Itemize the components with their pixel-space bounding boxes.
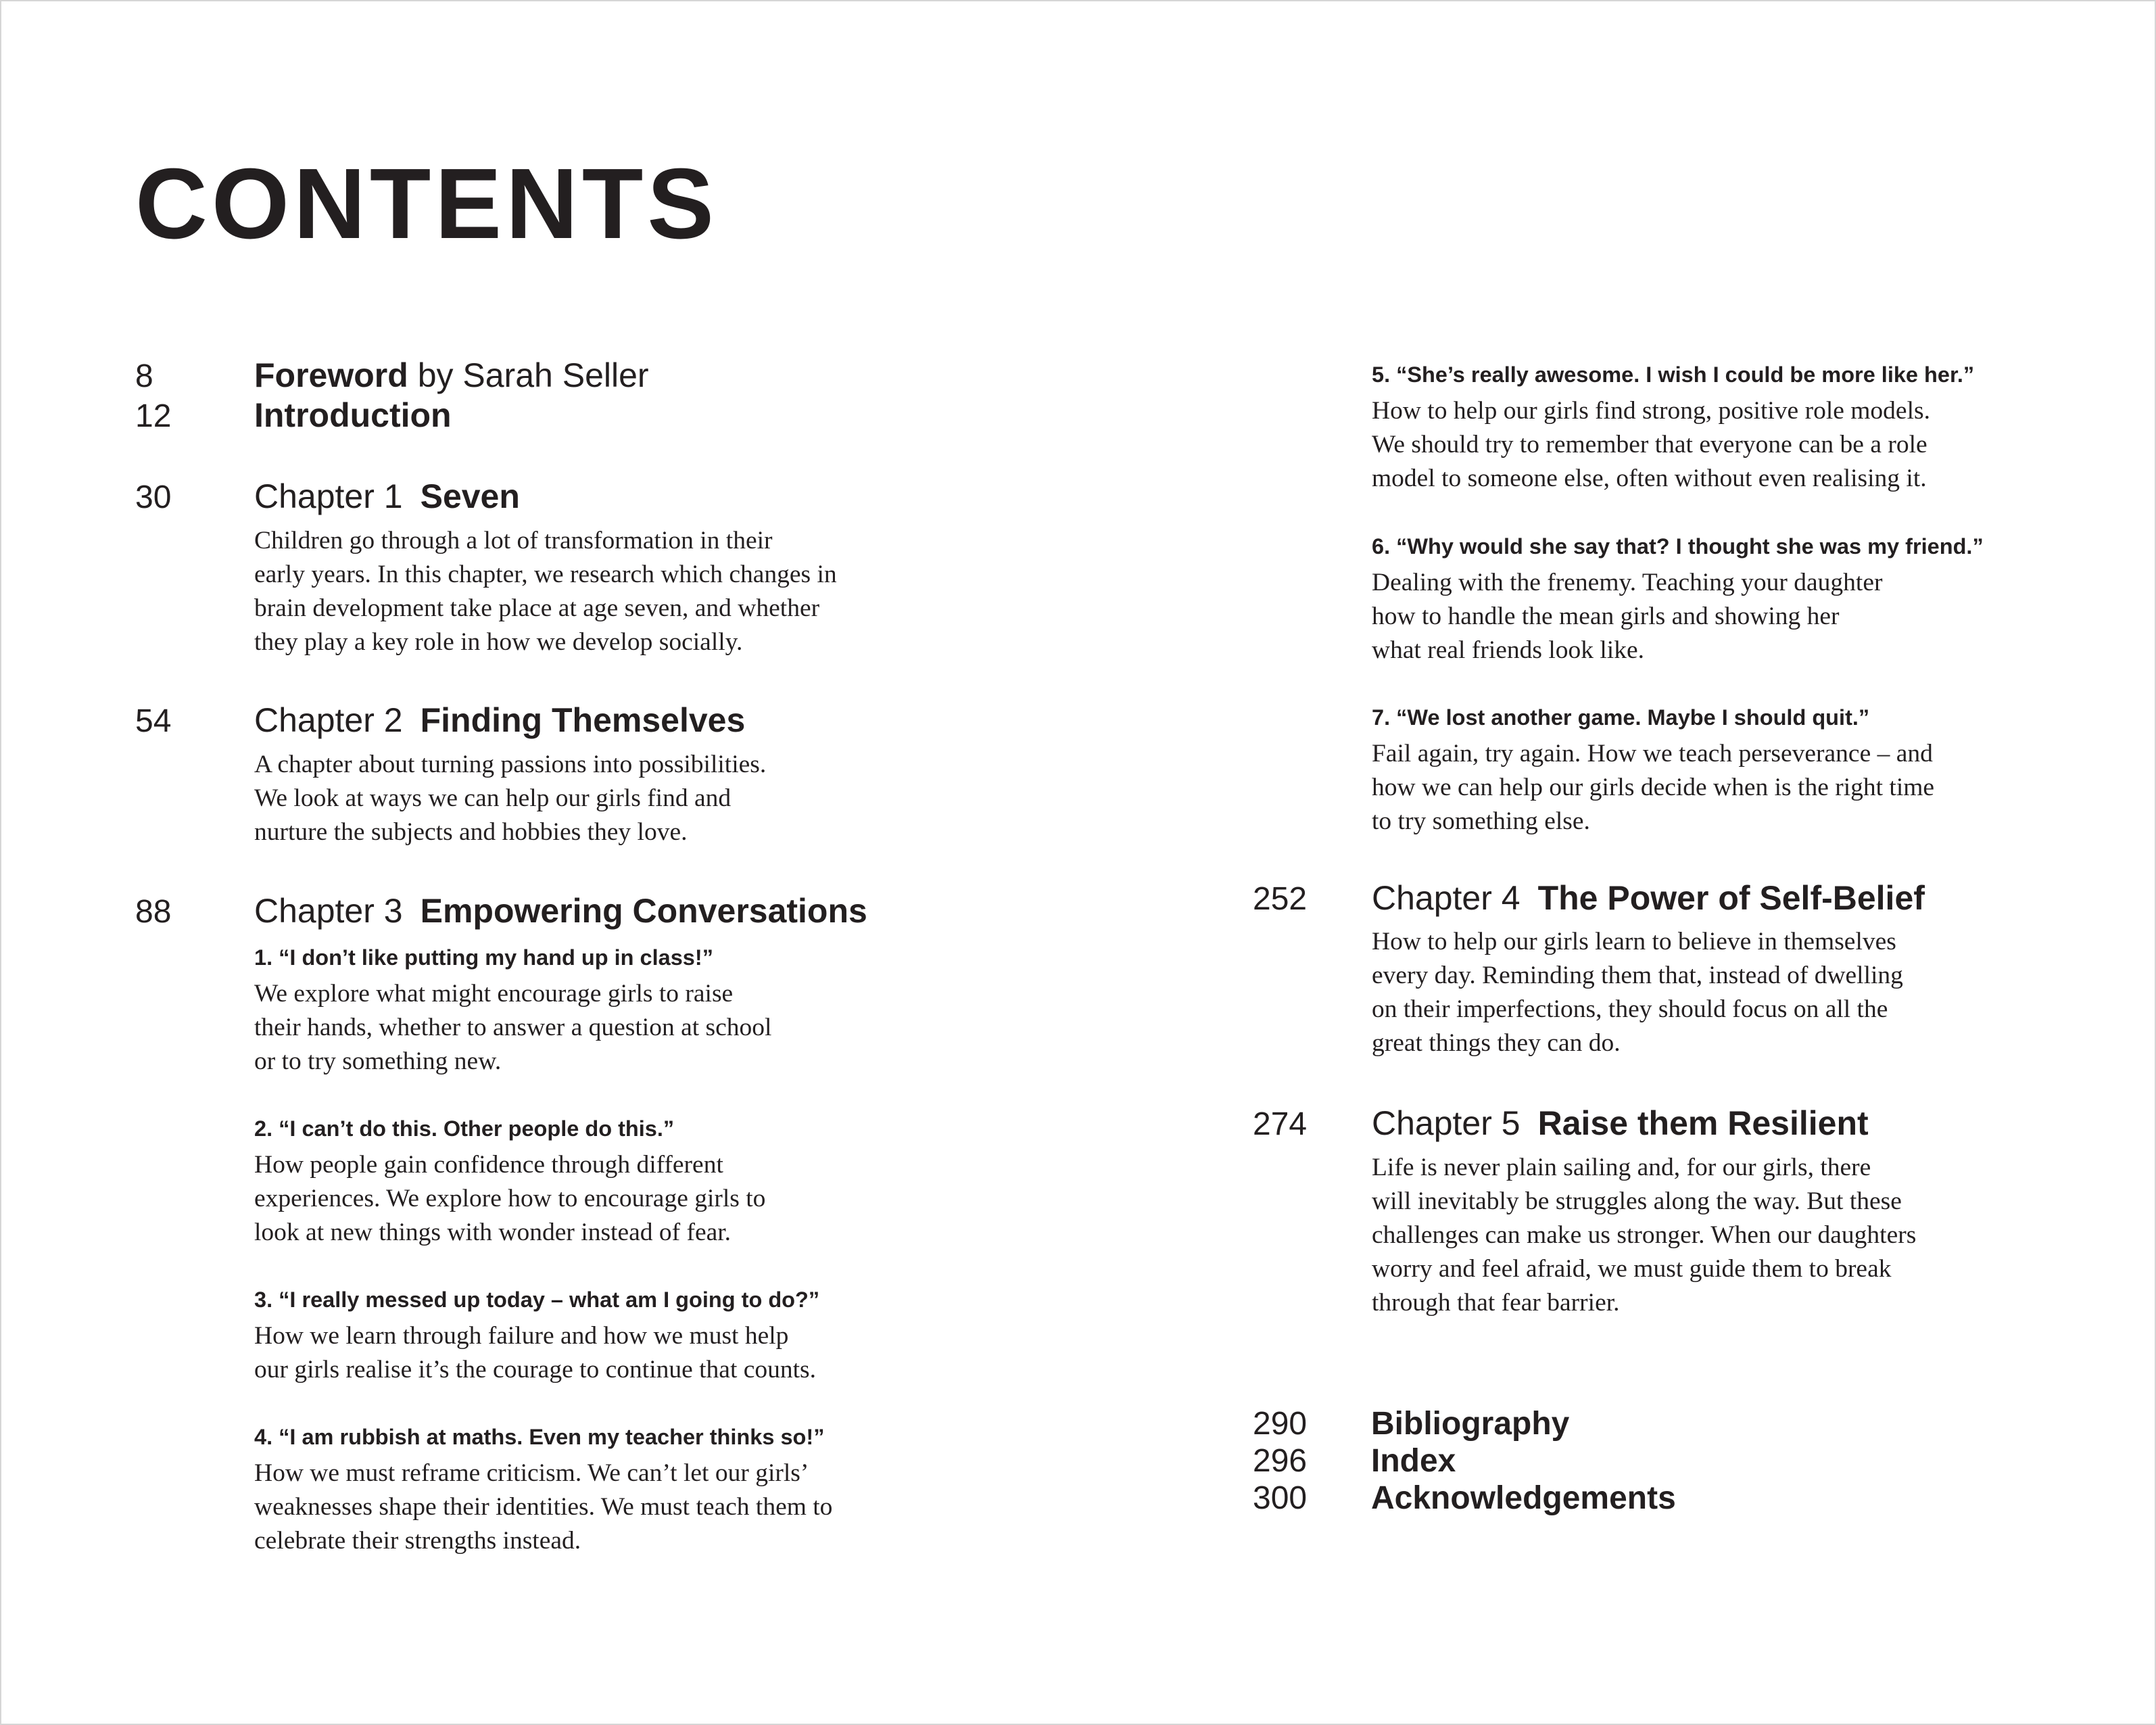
section-line: Dealing with the frenemy. Teaching your daughter	[1372, 568, 1883, 596]
bibliography-label: Bibliography	[1371, 1406, 1570, 1442]
section-line: Fail again, try again. How we teach perseverance – and	[1372, 739, 1933, 767]
back-matter-list	[1253, 1405, 1676, 1517]
chapter-5-title: Raise them Resilient	[1537, 1104, 1869, 1142]
section-line: We explore what might encourage girls to raise	[254, 979, 734, 1008]
back-matter-entry[interactable]	[1253, 1480, 1676, 1517]
chapter-2-description	[254, 748, 766, 849]
chapter-5-description	[1372, 1151, 1916, 1320]
section-line: How to help our girls find strong, positive role models.	[1372, 396, 1930, 425]
description-line: brain development take place at age seven, and whether	[254, 594, 820, 622]
page-title: CONTENTS	[135, 148, 718, 260]
description-line: every day. Reminding them that, instead of dwelling	[1372, 962, 1903, 989]
section-line: our girls realise it’s the courage to continue that counts.	[254, 1355, 817, 1384]
back-matter-page-number: 290	[1253, 1406, 1308, 1442]
chapter-3-title: Empowering Conversations	[420, 892, 867, 930]
introduction-page-number: 12	[135, 398, 172, 434]
back-matter-entry[interactable]	[1253, 1405, 1676, 1442]
description-line: great things they can do.	[1372, 1029, 1621, 1057]
description-line: through that fear barrier.	[1372, 1289, 1620, 1317]
chapter-4-title: The Power of Self-Belief	[1537, 879, 1925, 917]
description-line: challenges can make us stronger. When our daughters	[1372, 1221, 1917, 1249]
back-matter-page-number: 300	[1253, 1480, 1308, 1516]
chapter-5-heading[interactable]	[1372, 1106, 1869, 1140]
introduction-entry[interactable]	[254, 398, 452, 432]
back-matter-page-number: 296	[1253, 1443, 1308, 1479]
section-heading[interactable]: 5. “She’s really awesome. I wish I could be more like her.”	[1372, 362, 1975, 387]
foreword-label: Foreword	[254, 356, 408, 394]
chapter-1-heading[interactable]	[254, 479, 520, 513]
description-line: We look at ways we can help our girls find and	[254, 784, 732, 812]
description-line: early years. In this chapter, we research which changes in	[254, 561, 837, 588]
section-heading[interactable]: 2. “I can’t do this. Other people do this.”	[254, 1116, 675, 1141]
chapter-3-page-number: 88	[135, 894, 172, 930]
section-line: How people gain confidence through different	[254, 1150, 723, 1179]
section-line: We should try to remember that everyone can be a role	[1372, 430, 1927, 458]
section-heading[interactable]: 4. “I am rubbish at maths. Even my teacher thinks so!”	[254, 1425, 825, 1449]
section-line: what real friends look like.	[1372, 636, 1644, 664]
section-line: or to try something new.	[254, 1047, 502, 1075]
chapter-2-heading[interactable]	[254, 703, 745, 737]
index-label: Index	[1371, 1443, 1456, 1479]
chapter-1-label: Chapter 1	[254, 477, 403, 515]
chapter-5-label: Chapter 5	[1372, 1104, 1520, 1142]
description-line: Children go through a lot of transformation in their	[254, 527, 773, 554]
chapter-2-label: Chapter 2	[254, 701, 403, 739]
chapter-4-label: Chapter 4	[1372, 879, 1520, 917]
description-line: worry and feel afraid, we must guide them to break	[1372, 1255, 1892, 1283]
section-heading[interactable]: 1. “I don’t like putting my hand up in class!”	[254, 945, 713, 970]
section-line: to try something else.	[1372, 807, 1590, 835]
section-line: how to handle the mean girls and showing her	[1372, 602, 1840, 630]
chapter-4-heading[interactable]	[1372, 881, 1925, 915]
chapter-4-page-number: 252	[1253, 881, 1308, 917]
section-heading[interactable]: 6. “Why would she say that? I thought she was my friend.”	[1372, 534, 1984, 559]
chapter-3-section-4	[254, 1426, 832, 1558]
section-line: weaknesses shape their identities. We must teach them to	[254, 1492, 833, 1521]
chapter-2-page-number: 54	[135, 703, 172, 739]
section-line: How we must reframe criticism. We can’t let our girls’	[254, 1459, 809, 1487]
description-line: How to help our girls learn to believe in themselves	[1372, 928, 1896, 955]
chapter-2-title: Finding Themselves	[420, 701, 746, 739]
chapter-3-section-7	[1372, 707, 1934, 838]
chapter-3-section-2	[254, 1118, 765, 1250]
description-line: they play a key role in how we develop socially.	[254, 628, 743, 656]
chapter-3-label: Chapter 3	[254, 892, 403, 930]
foreword-page-number: 8	[135, 358, 153, 394]
section-heading[interactable]: 3. “I really messed up today – what am I going to do?”	[254, 1287, 820, 1312]
section-line: how we can help our girls decide when is the right time	[1372, 773, 1935, 801]
section-line: look at new things with wonder instead of fear.	[254, 1218, 732, 1246]
chapter-1-page-number: 30	[135, 479, 172, 515]
section-heading[interactable]: 7. “We lost another game. Maybe I should quit.”	[1372, 705, 1870, 730]
section-line: experiences. We explore how to encourage girls to	[254, 1184, 766, 1212]
description-line: nurture the subjects and hobbies they love.	[254, 818, 688, 846]
description-line: on their imperfections, they should focus on all the	[1372, 995, 1888, 1023]
chapter-1-title: Seven	[420, 477, 520, 515]
section-line: their hands, whether to answer a question at school	[254, 1013, 772, 1041]
acknowledgements-label: Acknowledgements	[1371, 1480, 1676, 1516]
introduction-label: Introduction	[254, 396, 452, 434]
chapter-1-description	[254, 524, 837, 659]
chapter-3-heading[interactable]	[254, 894, 867, 928]
description-line: A chapter about turning passions into possibilities.	[254, 751, 767, 778]
chapter-3-section-5	[1372, 364, 1974, 496]
description-line: will inevitably be struggles along the way. But these	[1372, 1187, 1902, 1215]
back-matter-entry[interactable]	[1253, 1442, 1676, 1480]
section-line: model to someone else, often without even realising it.	[1372, 464, 1927, 492]
chapter-4-description	[1372, 925, 1903, 1060]
chapter-3-section-3	[254, 1289, 819, 1387]
section-line: How we learn through failure and how we must help	[254, 1321, 789, 1350]
foreword-entry[interactable]	[254, 358, 649, 392]
chapter-3-section-1	[254, 947, 771, 1079]
section-line: celebrate their strengths instead.	[254, 1526, 581, 1555]
chapter-3-section-6	[1372, 536, 1984, 667]
chapter-5-page-number: 274	[1253, 1106, 1308, 1142]
description-line: Life is never plain sailing and, for our girls, there	[1372, 1154, 1871, 1181]
foreword-author: by Sarah Seller	[417, 356, 649, 394]
